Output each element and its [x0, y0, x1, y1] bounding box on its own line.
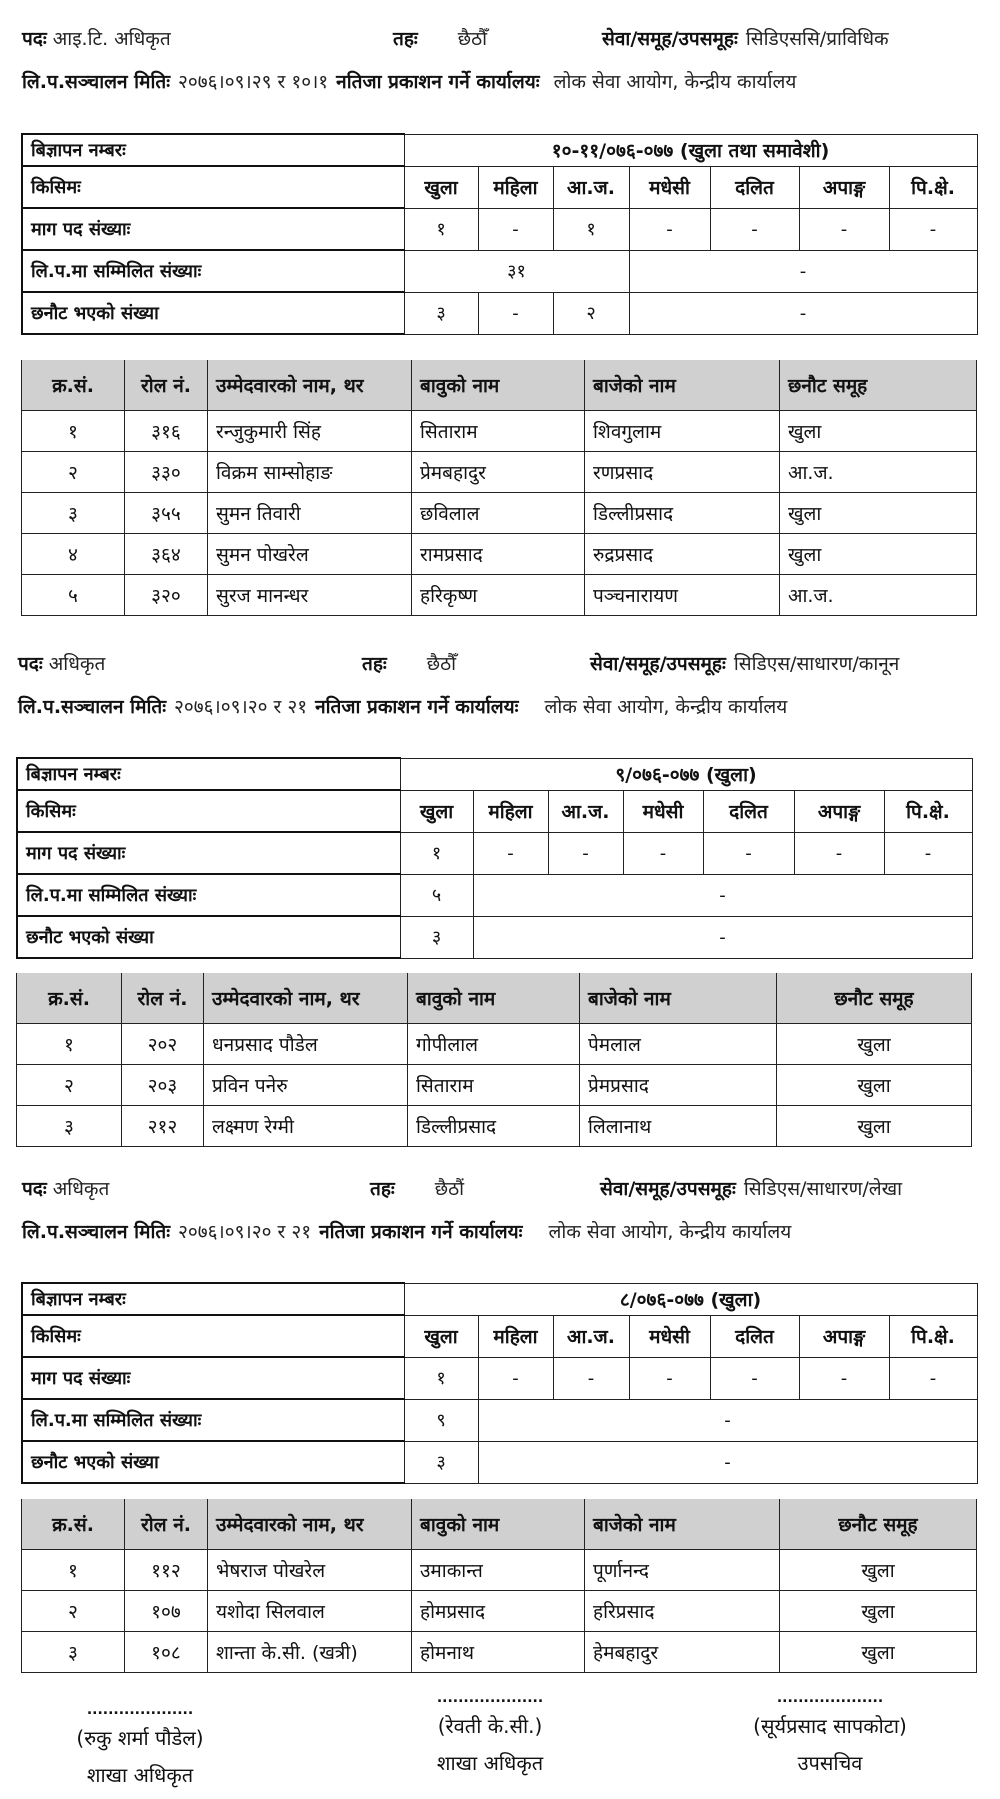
father-name: डिल्लीप्रसाद — [408, 1106, 580, 1147]
serial-number: २ — [17, 1065, 122, 1106]
vacancy-summary-table — [21, 1282, 978, 1484]
demand-value: - — [478, 208, 553, 250]
service-label: सेवा/समूह/उपसमूहः — [602, 28, 738, 50]
demand-row — [22, 208, 977, 250]
category-header: आ.ज. — [553, 1315, 629, 1357]
candidate-row — [22, 411, 977, 452]
post-label: पदः — [22, 1178, 47, 1200]
demand-value: - — [710, 208, 799, 250]
demand-value: १ — [404, 208, 478, 250]
demand-value: - — [884, 832, 972, 874]
column-header: उम्मेदवारको नाम, थर — [204, 973, 408, 1024]
office-value: लोक सेवा आयोग, केन्द्रीय कार्यालय — [544, 696, 788, 718]
post-value: अधिकृत — [48, 653, 106, 675]
father-name: गोपीलाल — [408, 1024, 580, 1065]
post-label: पदः — [18, 653, 43, 675]
demand-value: - — [703, 832, 794, 874]
candidate-header-row — [17, 973, 972, 1024]
candidate-name: प्रविन पनेरु — [204, 1065, 408, 1106]
candidate-name: शान्ता के.सी. (खत्री) — [208, 1632, 412, 1673]
appeared-label: लि.प.मा सम्मिलित संख्याः — [17, 874, 400, 916]
column-header: क्र.सं. — [22, 1499, 125, 1550]
serial-number: १ — [17, 1024, 122, 1065]
grandfather-name: डिल्लीप्रसाद — [585, 493, 780, 534]
father-name: सिताराम — [412, 411, 585, 452]
father-name: होमप्रसाद — [412, 1591, 585, 1632]
type-label: किसिमः — [22, 166, 404, 208]
appeared-value: ५ — [400, 874, 473, 916]
candidate-name: सुमन तिवारी — [208, 493, 412, 534]
candidate-table — [16, 973, 972, 1147]
father-name: रामप्रसाद — [412, 534, 585, 575]
selected-row — [22, 1441, 977, 1483]
category-header: मधेसी — [623, 790, 703, 832]
level-field — [362, 650, 456, 676]
category-header: दलित — [710, 1315, 799, 1357]
demand-value: - — [889, 208, 977, 250]
candidate-name: धनप्रसाद पौडेल — [204, 1024, 408, 1065]
category-header: महिला — [478, 166, 553, 208]
serial-number: ३ — [22, 1632, 125, 1673]
roll-number: ३६४ — [125, 534, 208, 575]
category-header: खुला — [400, 790, 473, 832]
service-field — [590, 650, 899, 676]
demand-value: - — [553, 1357, 629, 1399]
selection-group: खुला — [777, 1106, 972, 1147]
candidate-name: लक्ष्मण रेग्मी — [204, 1106, 408, 1147]
demand-value: १ — [400, 832, 473, 874]
candidate-header-row — [22, 360, 977, 411]
signatory-designation: उपसचिव — [797, 1751, 863, 1775]
exam-date-label: लि.प.सञ्चालन मितिः — [18, 696, 167, 718]
level-label: तहः — [362, 653, 387, 675]
office-value: लोक सेवा आयोग, केन्द्रीय कार्यालय — [548, 1221, 792, 1243]
grandfather-name: पेमलाल — [580, 1024, 777, 1065]
demand-value: - — [629, 208, 710, 250]
selection-group: खुला — [780, 534, 977, 575]
category-header: दलित — [710, 166, 799, 208]
ad-number-label: बिज्ञापन नम्बरः — [22, 134, 404, 166]
category-row — [22, 166, 977, 208]
grandfather-name: पञ्चनारायण — [585, 575, 780, 616]
column-header: क्र.सं. — [17, 973, 122, 1024]
serial-number: ३ — [22, 493, 125, 534]
signatory-designation: शाखा अधिकृत — [86, 1763, 194, 1787]
father-name: होमनाथ — [412, 1632, 585, 1673]
ad-number-label: बिज्ञापन नम्बरः — [17, 758, 400, 790]
roll-number: ३५५ — [125, 493, 208, 534]
demand-value: - — [799, 1357, 889, 1399]
demand-value: - — [548, 832, 623, 874]
roll-number: ३१६ — [125, 411, 208, 452]
selection-group: खुला — [780, 1591, 977, 1632]
roll-number: १०८ — [125, 1632, 208, 1673]
service-value: सिडिएस/साधारण/लेखा — [743, 1178, 903, 1200]
candidate-name: भेषराज पोखरेल — [208, 1550, 412, 1591]
category-header: दलित — [703, 790, 794, 832]
demand-value: १ — [404, 1357, 478, 1399]
signature-block — [720, 1690, 940, 1776]
level-value: छैठौँ — [457, 28, 488, 50]
post-value: आइ.टि. अधिकृत — [52, 28, 171, 50]
vacancy-summary-table — [21, 133, 978, 335]
column-header: उम्मेदवारको नाम, थर — [208, 1499, 412, 1550]
candidate-row — [22, 534, 977, 575]
ad-number-row — [17, 758, 972, 790]
father-name: छविलाल — [412, 493, 585, 534]
roll-number: १०७ — [125, 1591, 208, 1632]
category-row — [22, 1315, 977, 1357]
service-label: सेवा/समूह/उपसमूहः — [590, 653, 726, 675]
demand-value: - — [799, 208, 889, 250]
candidate-row — [17, 1106, 972, 1147]
demand-label: माग पद संख्याः — [22, 1357, 404, 1399]
serial-number: १ — [22, 411, 125, 452]
candidate-table — [21, 360, 977, 616]
appeared-value: ३१ — [404, 250, 629, 292]
candidate-name: सुरज मानन्धर — [208, 575, 412, 616]
post-field — [22, 25, 171, 51]
roll-number: २०३ — [122, 1065, 204, 1106]
candidate-row — [17, 1065, 972, 1106]
signature-line: .................... — [436, 1690, 544, 1706]
column-header: बावुको नाम — [412, 1499, 585, 1550]
vacancy-summary-table — [16, 757, 973, 959]
exam-date-label: लि.प.सञ्चालन मितिः — [22, 1221, 171, 1243]
column-header: रोल नं. — [122, 973, 204, 1024]
selected-rest: - — [473, 916, 972, 958]
category-header: अपाङ्ग — [799, 1315, 889, 1357]
office-label: नतिजा प्रकाशन गर्ने कार्यालयः — [336, 71, 540, 93]
category-header: महिला — [478, 1315, 553, 1357]
ad-number-value: ८/०७६-०७७ (खुला) — [404, 1283, 977, 1315]
post-value: अधिकृत — [52, 1178, 110, 1200]
level-label: तहः — [393, 28, 418, 50]
category-header: खुला — [404, 1315, 478, 1357]
demand-value: - — [794, 832, 884, 874]
selection-group: खुला — [780, 1550, 977, 1591]
post-label: पदः — [22, 28, 47, 50]
category-header: पि.क्षे. — [889, 1315, 977, 1357]
selection-group: खुला — [780, 493, 977, 534]
candidate-row — [17, 1024, 972, 1065]
level-field — [393, 25, 487, 51]
selected-value: - — [478, 292, 553, 334]
serial-number: ५ — [22, 575, 125, 616]
level-value: छैठौँ — [426, 653, 457, 675]
category-header: पि.क्षे. — [884, 790, 972, 832]
demand-row — [17, 832, 972, 874]
selected-label: छनौट भएको संख्या — [22, 1441, 404, 1483]
type-label: किसिमः — [22, 1315, 404, 1357]
candidate-row — [22, 1550, 977, 1591]
service-field — [602, 25, 889, 51]
ad-number-row — [22, 1283, 977, 1315]
serial-number: ३ — [17, 1106, 122, 1147]
category-header: अपाङ्ग — [799, 166, 889, 208]
appeared-row — [17, 874, 972, 916]
service-field — [600, 1175, 902, 1201]
candidate-header-row — [22, 1499, 977, 1550]
service-value: सिडिएससि/प्राविधिक — [745, 28, 889, 50]
candidate-row — [22, 1591, 977, 1632]
category-row — [17, 790, 972, 832]
demand-label: माग पद संख्याः — [17, 832, 400, 874]
signatory-name: (रुकु शर्मा पौडेल) — [76, 1726, 204, 1750]
demand-value: १ — [553, 208, 629, 250]
selected-label: छनौट भएको संख्या — [22, 292, 404, 334]
grandfather-name: पूर्णानन्द — [585, 1550, 780, 1591]
ad-number-label: बिज्ञापन नम्बरः — [22, 1283, 404, 1315]
selected-value: ३ — [404, 1441, 478, 1483]
signature-block — [30, 1702, 250, 1788]
signatory-name: (रेवती के.सी.) — [437, 1714, 543, 1738]
father-name: सिताराम — [408, 1065, 580, 1106]
category-header: खुला — [404, 166, 478, 208]
selected-value: २ — [553, 292, 629, 334]
father-name: हरिकृष्ण — [412, 575, 585, 616]
level-label: तहः — [370, 1178, 395, 1200]
selection-group: खुला — [780, 411, 977, 452]
candidate-name: विक्रम साम्सोहाङ — [208, 452, 412, 493]
column-header: क्र.सं. — [22, 360, 125, 411]
ad-number-value: १०-११/०७६-०७७ (खुला तथा समावेशी) — [404, 134, 977, 166]
appeared-row — [22, 250, 977, 292]
demand-label: माग पद संख्याः — [22, 208, 404, 250]
roll-number: ३३० — [125, 452, 208, 493]
candidate-name: सुमन पोखरेल — [208, 534, 412, 575]
selected-rest: - — [478, 1441, 977, 1483]
post-field — [22, 1175, 109, 1201]
signatory-name: (सूर्यप्रसाद सापकोटा) — [753, 1714, 907, 1738]
signature-block — [380, 1690, 600, 1776]
office-label: नतिजा प्रकाशन गर्ने कार्यालयः — [315, 696, 519, 718]
column-header: बाजेको नाम — [585, 1499, 780, 1550]
category-header: महिला — [473, 790, 548, 832]
appeared-rest: - — [473, 874, 972, 916]
level-field — [370, 1175, 464, 1201]
column-header: रोल नं. — [125, 360, 208, 411]
type-label: किसिमः — [17, 790, 400, 832]
father-name: प्रेमबहादुर — [412, 452, 585, 493]
selected-value: ३ — [400, 916, 473, 958]
grandfather-name: प्रेमप्रसाद — [580, 1065, 777, 1106]
demand-value: - — [710, 1357, 799, 1399]
column-header: बाजेको नाम — [585, 360, 780, 411]
grandfather-name: लिलानाथ — [580, 1106, 777, 1147]
exam-date-value: २०७६।०९।२० र २१ — [174, 696, 308, 718]
roll-number: ३२० — [125, 575, 208, 616]
selection-group: खुला — [780, 1632, 977, 1673]
father-name: उमाकान्त — [412, 1550, 585, 1591]
appeared-row — [22, 1399, 977, 1441]
signature-line: .................... — [86, 1702, 194, 1718]
appeared-rest: - — [629, 250, 977, 292]
grandfather-name: रुद्रप्रसाद — [585, 534, 780, 575]
ad-number-value: ९/०७६-०७७ (खुला) — [400, 758, 972, 790]
selected-value: ३ — [404, 292, 478, 334]
selected-row — [17, 916, 972, 958]
selection-group: खुला — [777, 1065, 972, 1106]
demand-row — [22, 1357, 977, 1399]
column-header: रोल नं. — [125, 1499, 208, 1550]
column-header: बाजेको नाम — [580, 973, 777, 1024]
demand-value: - — [473, 832, 548, 874]
selected-rest: - — [629, 292, 977, 334]
exam-date-value: २०७६।०९।२९ र १०।१ — [178, 71, 329, 93]
exam-info-line — [18, 693, 787, 719]
signatory-designation: शाखा अधिकृत — [436, 1751, 544, 1775]
grandfather-name: हेमबहादुर — [585, 1632, 780, 1673]
candidate-row — [22, 1632, 977, 1673]
candidate-row — [22, 493, 977, 534]
roll-number: ११२ — [125, 1550, 208, 1591]
column-header: उम्मेदवारको नाम, थर — [208, 360, 412, 411]
service-value: सिडिएस/साधारण/कानून — [733, 653, 900, 675]
column-header: छनौट समूह — [780, 360, 977, 411]
selected-label: छनौट भएको संख्या — [17, 916, 400, 958]
demand-value: - — [629, 1357, 710, 1399]
level-value: छैठौं — [434, 1178, 465, 1200]
demand-value: - — [623, 832, 703, 874]
appeared-label: लि.प.मा सम्मिलित संख्याः — [22, 250, 404, 292]
grandfather-name: रणप्रसाद — [585, 452, 780, 493]
serial-number: ४ — [22, 534, 125, 575]
column-header: छनौट समूह — [780, 1499, 977, 1550]
serial-number: १ — [22, 1550, 125, 1591]
service-label: सेवा/समूह/उपसमूहः — [600, 1178, 736, 1200]
selected-row — [22, 292, 977, 334]
candidate-row — [22, 575, 977, 616]
grandfather-name: शिवगुलाम — [585, 411, 780, 452]
candidate-table — [21, 1499, 977, 1673]
appeared-rest: - — [478, 1399, 977, 1441]
category-header: मधेसी — [629, 1315, 710, 1357]
category-header: आ.ज. — [548, 790, 623, 832]
appeared-value: ९ — [404, 1399, 478, 1441]
column-header: बावुको नाम — [408, 973, 580, 1024]
appeared-label: लि.प.मा सम्मिलित संख्याः — [22, 1399, 404, 1441]
category-header: पि.क्षे. — [889, 166, 977, 208]
serial-number: २ — [22, 1591, 125, 1632]
category-header: आ.ज. — [553, 166, 629, 208]
signature-line: .................... — [776, 1690, 884, 1706]
office-label: नतिजा प्रकाशन गर्ने कार्यालयः — [319, 1221, 523, 1243]
exam-info-line — [22, 68, 796, 94]
column-header: बावुको नाम — [412, 360, 585, 411]
serial-number: २ — [22, 452, 125, 493]
exam-date-label: लि.प.सञ्चालन मितिः — [22, 71, 171, 93]
selection-group: खुला — [777, 1024, 972, 1065]
roll-number: २१२ — [122, 1106, 204, 1147]
column-header: छनौट समूह — [777, 973, 972, 1024]
post-field — [18, 650, 105, 676]
demand-value: - — [478, 1357, 553, 1399]
exam-info-line — [22, 1218, 791, 1244]
exam-date-value: २०७६।०९।२० र २१ — [178, 1221, 312, 1243]
selection-group: आ.ज. — [780, 575, 977, 616]
ad-number-row — [22, 134, 977, 166]
candidate-row — [22, 452, 977, 493]
candidate-name: यशोदा सिलवाल — [208, 1591, 412, 1632]
candidate-name: रन्जुकुमारी सिंह — [208, 411, 412, 452]
category-header: मधेसी — [629, 166, 710, 208]
category-header: अपाङ्ग — [794, 790, 884, 832]
roll-number: २०२ — [122, 1024, 204, 1065]
selection-group: आ.ज. — [780, 452, 977, 493]
grandfather-name: हरिप्रसाद — [585, 1591, 780, 1632]
demand-value: - — [889, 1357, 977, 1399]
office-value: लोक सेवा आयोग, केन्द्रीय कार्यालय — [553, 71, 797, 93]
